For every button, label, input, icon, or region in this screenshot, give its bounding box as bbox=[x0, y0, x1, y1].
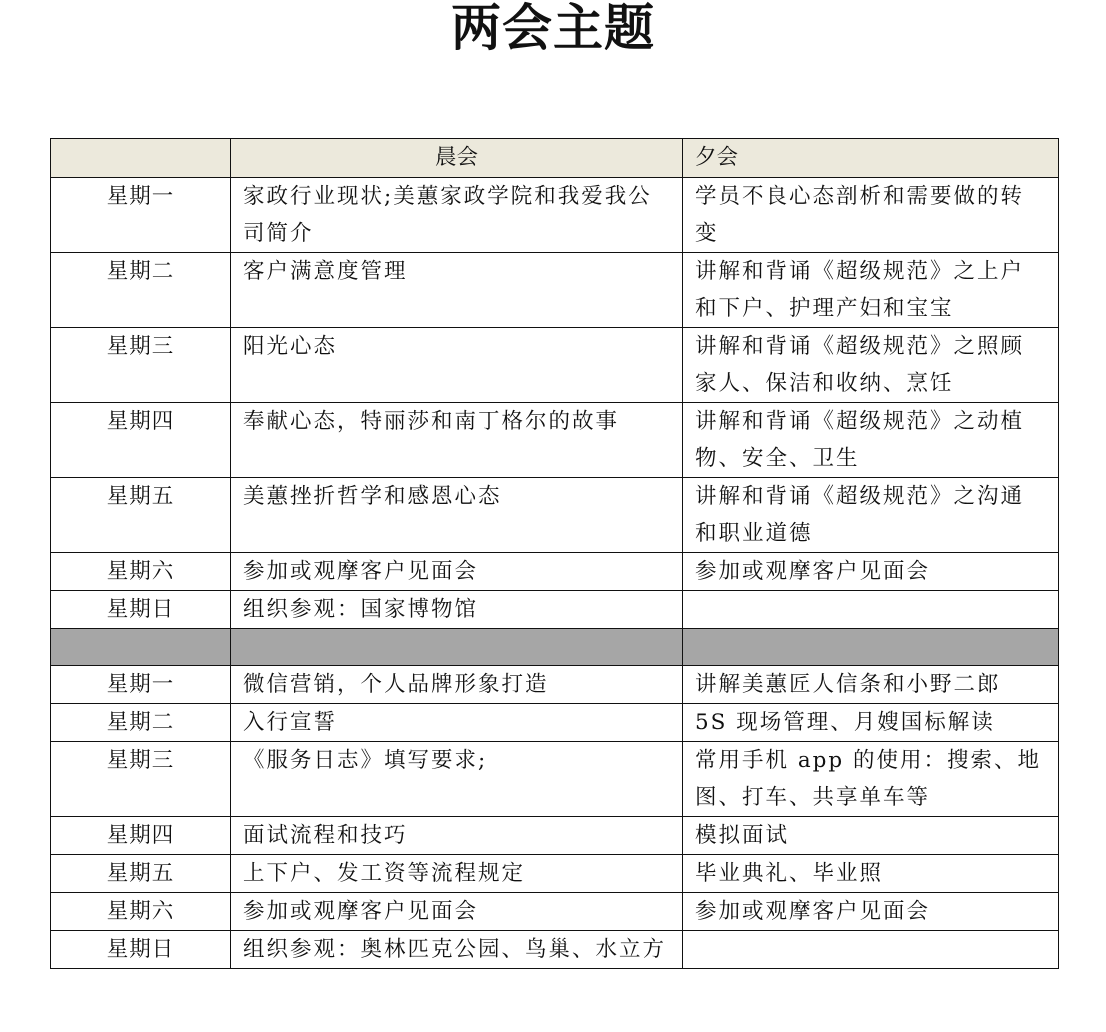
morning-cell: 组织参观：国家博物馆 bbox=[231, 591, 683, 629]
header-morning: 晨会 bbox=[231, 139, 683, 178]
day-cell: 星期日 bbox=[51, 931, 231, 969]
table-row bbox=[51, 328, 1059, 403]
day-cell: 星期四 bbox=[51, 817, 231, 855]
morning-cell: 微信营销，个人品牌形象打造 bbox=[231, 666, 683, 704]
morning-cell: 阳光心态 bbox=[231, 328, 683, 403]
day-cell: 星期三 bbox=[51, 742, 231, 817]
header-evening: 夕会 bbox=[683, 139, 1059, 178]
table-row bbox=[51, 704, 1059, 742]
header-day bbox=[51, 139, 231, 178]
separator-cell bbox=[683, 629, 1059, 666]
evening-cell: 讲解和背诵《超级规范》之上户和下户、护理产妇和宝宝 bbox=[683, 253, 1059, 328]
evening-cell: 模拟面试 bbox=[683, 817, 1059, 855]
day-cell: 星期一 bbox=[51, 666, 231, 704]
table-row bbox=[51, 666, 1059, 704]
morning-cell: 参加或观摩客户见面会 bbox=[231, 553, 683, 591]
evening-cell: 学员不良心态剖析和需要做的转变 bbox=[683, 178, 1059, 253]
evening-cell: 讲解和背诵《超级规范》之动植物、安全、卫生 bbox=[683, 403, 1059, 478]
day-cell: 星期五 bbox=[51, 855, 231, 893]
morning-cell: 美蕙挫折哲学和感恩心态 bbox=[231, 478, 683, 553]
day-cell: 星期二 bbox=[51, 253, 231, 328]
evening-cell: 5S 现场管理、月嫂国标解读 bbox=[683, 704, 1059, 742]
table-row bbox=[51, 553, 1059, 591]
morning-cell: 入行宣誓 bbox=[231, 704, 683, 742]
separator-cell bbox=[231, 629, 683, 666]
evening-cell: 常用手机 app 的使用：搜索、地图、打车、共享单车等 bbox=[683, 742, 1059, 817]
morning-cell: 面试流程和技巧 bbox=[231, 817, 683, 855]
evening-cell: 讲解美蕙匠人信条和小野二郎 bbox=[683, 666, 1059, 704]
morning-cell: 组织参观：奥林匹克公园、鸟巢、水立方 bbox=[231, 931, 683, 969]
evening-cell bbox=[683, 591, 1059, 629]
day-cell: 星期日 bbox=[51, 591, 231, 629]
table-row bbox=[51, 403, 1059, 478]
morning-cell: 客户满意度管理 bbox=[231, 253, 683, 328]
table-row bbox=[51, 817, 1059, 855]
week-separator-row bbox=[51, 629, 1059, 666]
day-cell: 星期二 bbox=[51, 704, 231, 742]
day-cell: 星期五 bbox=[51, 478, 231, 553]
evening-cell: 参加或观摩客户见面会 bbox=[683, 893, 1059, 931]
morning-cell: 上下户、发工资等流程规定 bbox=[231, 855, 683, 893]
header-row bbox=[51, 139, 1059, 178]
day-cell: 星期六 bbox=[51, 893, 231, 931]
table-row bbox=[51, 893, 1059, 931]
morning-cell: 家政行业现状;美蕙家政学院和我爱我公司简介 bbox=[231, 178, 683, 253]
page-title: 两会主题 bbox=[451, 0, 655, 57]
day-cell: 星期一 bbox=[51, 178, 231, 253]
table-row bbox=[51, 742, 1059, 817]
morning-cell: 奉献心态，特丽莎和南丁格尔的故事 bbox=[231, 403, 683, 478]
day-cell: 星期三 bbox=[51, 328, 231, 403]
table-row bbox=[51, 253, 1059, 328]
evening-cell: 讲解和背诵《超级规范》之照顾家人、保洁和收纳、烹饪 bbox=[683, 328, 1059, 403]
evening-cell bbox=[683, 931, 1059, 969]
table-row bbox=[51, 931, 1059, 969]
evening-cell: 讲解和背诵《超级规范》之沟通和职业道德 bbox=[683, 478, 1059, 553]
morning-cell: 参加或观摩客户见面会 bbox=[231, 893, 683, 931]
separator-cell bbox=[51, 629, 231, 666]
table-row bbox=[51, 591, 1059, 629]
table-row bbox=[51, 178, 1059, 253]
evening-cell: 毕业典礼、毕业照 bbox=[683, 855, 1059, 893]
morning-cell: 《服务日志》填写要求; bbox=[231, 742, 683, 817]
evening-cell: 参加或观摩客户见面会 bbox=[683, 553, 1059, 591]
day-cell: 星期四 bbox=[51, 403, 231, 478]
table-row bbox=[51, 855, 1059, 893]
day-cell: 星期六 bbox=[51, 553, 231, 591]
schedule-table bbox=[50, 138, 1059, 969]
table-row bbox=[51, 478, 1059, 553]
